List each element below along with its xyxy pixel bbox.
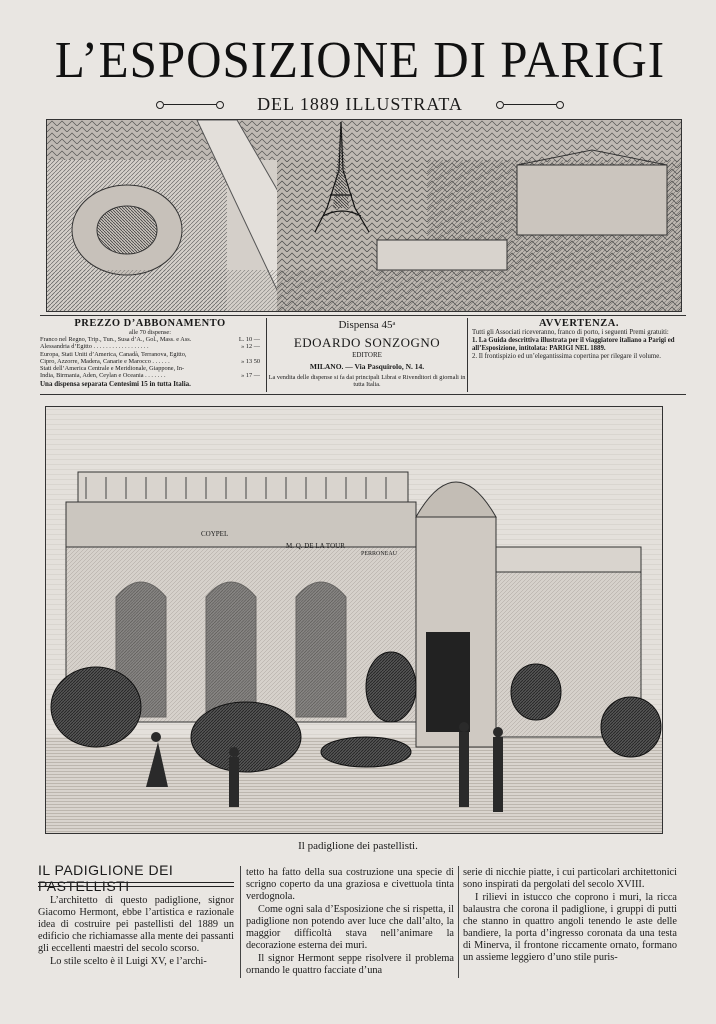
single-issue-price: Una dispensa separata Centesimi 15 in tutta Italia. [40, 380, 191, 389]
notice-box [472, 318, 686, 392]
pavilion-drawing [46, 407, 662, 833]
subscription-subheading: alle 70 dispense: [129, 329, 171, 336]
masthead-subtitle-row [160, 94, 560, 116]
article-column-1 [38, 895, 234, 969]
price-row-label: Alessandria d’Egitto . . . . . . . . . . . . . . . . . . [40, 343, 149, 351]
notice-heading: AVVERTENZA. [539, 318, 619, 329]
price-row-label: Cipro, Azzorre, Madera, Canarie e Marocco . . . . . . [40, 357, 170, 365]
pavilion-illustration [45, 406, 663, 834]
masthead-title: L’ESPOSIZIONE DI PARIGI [54, 30, 666, 89]
panorama-drawing [47, 120, 681, 311]
article-column-3 [463, 867, 677, 965]
publisher-role: EDITORE [352, 351, 382, 359]
article-paragraph: Come ogni sala d’Esposizione che si rispetta, il padiglione non potendo aver luce che dall’alto, la maggior difficoltà stava nell’animare la decorazione esterna dei muri. [246, 904, 454, 951]
price-row-label: Franco nel Regno, Trip., Tun., Susa d’A., Gol., Mass. e Ass. [40, 336, 192, 344]
issue-number: Dispensa 45ᵃ [338, 319, 396, 331]
column-divider [240, 866, 241, 978]
pavilion-sign-perroneau: PERRONEAU [361, 551, 398, 557]
article-column-2 [246, 867, 454, 978]
pavilion-sign-de-la-tour: M. Q. DE LA TOUR [286, 542, 345, 550]
subscription-box [40, 318, 260, 392]
subscription-heading: PREZZO D’ABBONAMENTO [74, 318, 226, 329]
article-title: IL PADIGLIONE DEI PASTELLISTI [38, 862, 174, 894]
flourish-ornament-icon [504, 104, 556, 105]
notice-item: 2. Il frontispizio ed un’elegantissima copertina per rilegare il volume. [472, 353, 661, 360]
price-row-label: Stati dell’America Centrale e Meridionale, Giappone, In- [40, 365, 185, 373]
pavilion-sign-coypel: COYPEL [201, 530, 229, 538]
price-row-value: L. 10 — [238, 336, 260, 344]
masthead-subtitle: DEL 1889 ILLUSTRATA [257, 94, 463, 114]
price-row-value: » 13 50 [241, 357, 260, 365]
publisher-address: MILANO. — Via Pasquirolo, N. 14. [309, 362, 425, 371]
price-row [40, 336, 260, 343]
price-row [40, 365, 260, 372]
info-strip [40, 315, 686, 395]
article-paragraph: Lo stile scelto è il Luigi XV, e l’archi- [50, 956, 207, 967]
price-row-value: » 12 — [241, 343, 260, 351]
article-paragraph: serie di nicchie piatte, i cui particolari architettonici sono inspirati da pergolati del secolo XVIII. [463, 867, 677, 890]
exposition-panorama-engraving [46, 119, 682, 312]
publisher-name: EDOARDO SONZOGNO [293, 335, 441, 350]
price-row [40, 351, 260, 358]
article-paragraph: I rilievi in istucco che coprono i muri, la ricca balaustra che corona il padiglione, i gruppi di putti che stanno in quattro angoli tenendo le aste delle bandiere, la porta d’ingresso coronata da una testa di Minerva, il frontone riccamente ornato, formano un assieme leggiero d’uno stile puris- [463, 892, 677, 963]
price-row [40, 343, 260, 350]
article-paragraph: L’architetto di questo padiglione, signor Giacomo Hermont, ebbe l’artistica e razionale idea di costruire pei pastellisti del 1889 un edificio che richiamasse alla mente dei passanti gli eccellenti maestri del secolo scorso. [38, 895, 234, 954]
flourish-ornament-icon [164, 104, 216, 105]
column-divider [458, 866, 459, 978]
sale-note: La vendita delle dispense si fa dai principali Librai e Rivenditori di giornali in tutta Italia. [268, 374, 466, 388]
price-row-value: » 17 — [241, 372, 260, 380]
publisher-box [266, 318, 468, 392]
article-paragraph: Il signor Hermont seppe risolvere il problema ornando le quattro facciate d’una [246, 953, 454, 976]
price-row-label: India, Birmania, Aden, Ceylan e Oceania . . . . . . . [40, 372, 166, 380]
price-row [40, 358, 260, 365]
price-row-label: Europa, Stati Uniti d’America, Canadà, Terranova, Egitto, [40, 350, 187, 358]
title-rule [38, 882, 234, 887]
illustration-caption: Il padiglione dei pastellisti. [298, 840, 418, 852]
notice-intro: Tutti gli Associati riceveranno, franco di porto, i seguenti Premi gratuiti: [472, 329, 669, 336]
notice-item: 1. La Guida descrittiva illustrata per il viaggiatore italiano a Parigi ed all’Esposizione, intitolata: PARIGI NEL 1889. [472, 337, 675, 352]
price-row [40, 372, 260, 379]
article-paragraph: tetto ha fatto della sua costruzione una specie di scrigno coperto da una graziosa e civettuola tinta verdognola. [246, 867, 454, 902]
